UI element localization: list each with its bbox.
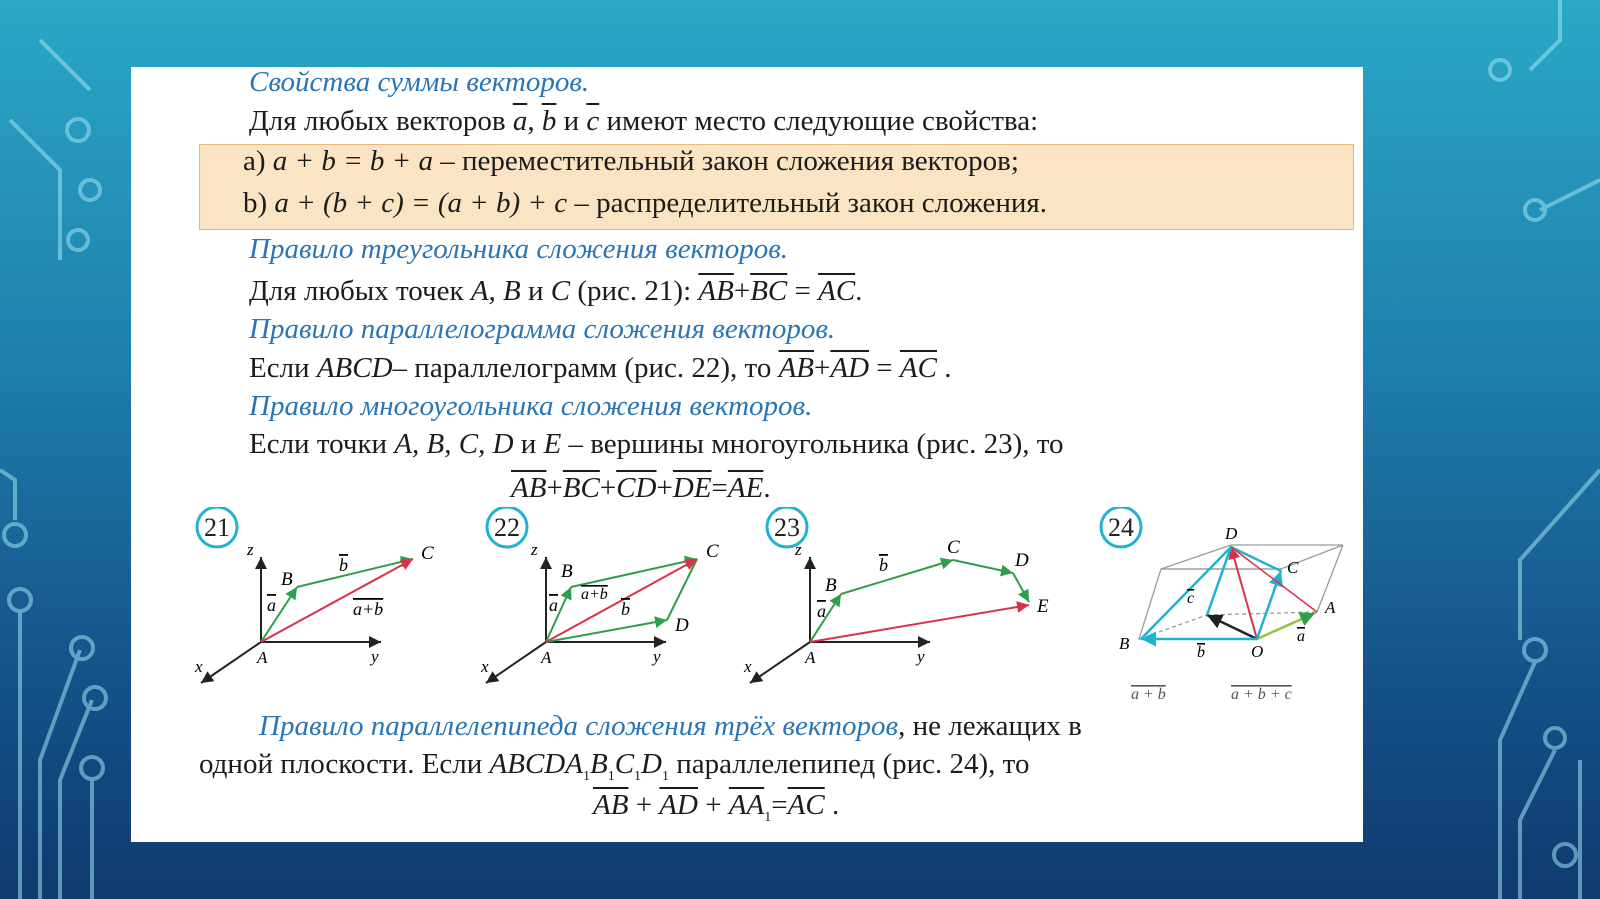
sub-1: 1 — [582, 768, 590, 784]
parallelogram-rule-line — [249, 352, 951, 385]
label-vec-b: b — [339, 555, 348, 575]
heading-polygon-rule: Правило многоугольника сложения векторов. — [249, 390, 813, 422]
label-C: C — [706, 541, 719, 562]
label-B: B — [281, 569, 293, 590]
label-vec-c: c — [1187, 590, 1195, 607]
label-A: A — [541, 648, 552, 667]
x-axis — [750, 642, 810, 683]
heading-vector-sum-properties: Свойства суммы векторов. — [249, 66, 590, 98]
figure-22 — [481, 507, 751, 697]
figure-ref-21: (рис. 21): — [577, 275, 692, 307]
plus: + — [635, 789, 653, 821]
period: . — [763, 472, 771, 504]
label-D: D — [1225, 524, 1238, 543]
label-A: A — [1325, 598, 1336, 617]
label-x: x — [195, 657, 203, 676]
label-z: z — [247, 540, 254, 559]
vector-ac: $\overline{AC}$ — [899, 352, 937, 384]
label-y: y — [917, 647, 925, 666]
polygon-points: A, B, C, D — [394, 428, 514, 460]
vector-ae-arrow — [810, 605, 1029, 642]
equals: = — [711, 472, 728, 504]
figure-number: 22 — [494, 513, 520, 542]
property-a — [243, 145, 1019, 178]
label-O: O — [1251, 642, 1264, 661]
label-vec-a: a — [549, 595, 558, 615]
label-B: B — [561, 561, 573, 582]
vector-ab: $\overline{AB}$ — [698, 275, 734, 307]
intro-text-2: имеют место следующие свойства: — [606, 105, 1039, 137]
and-word: и — [563, 105, 580, 137]
label-vec-a: a — [267, 595, 276, 615]
sub-1: 1 — [634, 768, 642, 784]
plus: + — [656, 472, 673, 504]
sub-1: 1 — [764, 809, 772, 825]
comma: , — [527, 105, 535, 137]
polygon-formula — [511, 472, 771, 505]
label-D: D — [675, 615, 689, 636]
point-e: E — [543, 428, 562, 460]
vector-bc: $\overline{BC}$ — [562, 472, 600, 504]
label-z: z — [531, 540, 538, 559]
label-vec-b: b — [621, 599, 630, 619]
x-axis — [201, 642, 261, 683]
label-vec-b: b — [879, 555, 888, 575]
figure-number: 23 — [774, 513, 800, 542]
figure-number: 24 — [1108, 513, 1134, 542]
vector-a: $\overline{a}$ — [512, 105, 528, 137]
equals: = — [794, 275, 811, 307]
label-B: B — [1119, 634, 1130, 653]
label-z: z — [795, 540, 802, 559]
plus: + — [599, 472, 617, 504]
property-b-formula: a + (b + c) = (a + b) + c — [274, 187, 568, 219]
edge-bc — [571, 559, 697, 587]
solid-name: ABCDA — [489, 748, 583, 780]
edge-vertical — [1207, 547, 1231, 615]
intro-line — [249, 105, 1038, 138]
period: . — [831, 789, 840, 821]
figure-number: 21 — [204, 513, 230, 542]
label-x: x — [744, 657, 752, 676]
parallelepiped-formula — [593, 789, 839, 826]
vector-c-arrow — [1207, 615, 1257, 639]
equals: = — [771, 789, 788, 821]
vector-bc: $\overline{BC}$ — [750, 275, 788, 307]
vector-c: $\overline{c}$ — [586, 105, 600, 137]
label-vec-a: a — [817, 601, 826, 621]
equals: = — [876, 352, 893, 384]
point-c: C — [550, 275, 571, 307]
plus: + — [814, 352, 831, 384]
and-word: и — [528, 275, 544, 307]
polygon-rule-line — [249, 428, 1064, 461]
vector-cd: $\overline{CD}$ — [616, 472, 657, 504]
slide-content — [131, 67, 1363, 842]
vector-de-arrow — [1013, 573, 1029, 602]
heading-triangle-rule: Правило треугольника сложения векторов. — [249, 233, 789, 265]
abcd: ABCD — [316, 352, 393, 384]
x-axis — [486, 642, 546, 683]
vector-aa1: $\overline{AA}$ — [728, 789, 765, 821]
parallelepiped-text-2: одной плоскости. Если — [199, 748, 483, 780]
label-A: A — [257, 648, 268, 667]
label-vec-ab: a + b — [1131, 686, 1166, 703]
vertex-d1: D — [641, 748, 662, 780]
vector-ab: $\overline{AB}$ — [511, 472, 547, 504]
parallelepiped-rule-line-1 — [259, 710, 1082, 743]
vector-b: $\overline{b}$ — [541, 105, 557, 137]
period: . — [944, 352, 952, 384]
polygon-text-1: Если точки — [249, 428, 388, 460]
label-E: E — [1037, 596, 1049, 617]
property-b — [243, 187, 1047, 220]
parallelepiped-text-3: параллелепипед (рис. 24), то — [676, 748, 1030, 780]
label-y: y — [653, 647, 661, 666]
intro-text-1: Для любых векторов — [249, 105, 506, 137]
plus: + — [733, 275, 751, 307]
figure-23 — [741, 507, 1081, 697]
label-D: D — [1015, 550, 1029, 571]
sub-1: 1 — [661, 768, 669, 784]
label-C: C — [421, 543, 434, 564]
vector-diagonal-arrow — [1231, 547, 1257, 639]
parallelepiped-text-1: , не лежащих в — [898, 710, 1082, 742]
triangle-text: Для любых точек — [249, 275, 464, 307]
label-C: C — [947, 537, 960, 558]
parallelepiped-edges — [1139, 545, 1343, 639]
property-a-text: – переместительный закон сложения векторов; — [440, 145, 1019, 177]
property-a-label: a) — [243, 145, 266, 177]
vector-ac: $\overline{AC}$ — [787, 789, 825, 821]
and-word: и — [520, 428, 537, 460]
sub-1: 1 — [607, 768, 615, 784]
triangle-rule-line — [249, 275, 862, 308]
plus: + — [546, 472, 563, 504]
property-b-label: b) — [243, 187, 268, 219]
figure-24 — [1071, 507, 1371, 712]
label-B: B — [825, 575, 837, 596]
vertex-b1: B — [589, 748, 608, 780]
label-y: y — [371, 647, 379, 666]
parallelogram-text: – параллелограмм (рис. 22), то — [392, 352, 772, 384]
vector-ac: $\overline{AC}$ — [818, 275, 856, 307]
vector-ab: $\overline{AB}$ — [778, 352, 815, 384]
plus: + — [705, 789, 722, 821]
label-vec-sum: a+b — [581, 586, 608, 603]
label-C: C — [1287, 558, 1299, 577]
if-word: Если — [249, 352, 310, 384]
polygon-text-2: – вершины многоугольника (рис. 23), то — [568, 428, 1064, 460]
vector-cd-arrow — [953, 560, 1013, 573]
figure-21 — [191, 507, 451, 697]
vector-ab: $\overline{AB}$ — [593, 789, 629, 821]
vector-bc-arrow — [841, 560, 953, 594]
label-vec-a: a — [1297, 628, 1305, 645]
edge-dc — [1231, 547, 1281, 571]
vector-de: $\overline{DE}$ — [672, 472, 712, 504]
edge-diagonal — [1231, 547, 1317, 612]
vector-ad: $\overline{AD}$ — [830, 352, 870, 384]
property-b-text: – распределительный закон сложения. — [574, 187, 1048, 219]
heading-parallelepiped-rule: Правило параллелепипеда сложения трёх векторов — [259, 710, 899, 742]
period: . — [855, 275, 863, 307]
property-a-formula: a + b = b + a — [272, 145, 433, 177]
label-A: A — [805, 648, 816, 667]
vector-ad: $\overline{AD}$ — [659, 789, 698, 821]
label-vec-sum: a+b — [353, 599, 384, 619]
vector-ae: $\overline{AE}$ — [727, 472, 764, 504]
parallelepiped-rule-line-2 — [199, 748, 1029, 785]
label-vec-abc: a + b + c — [1231, 686, 1292, 703]
vertex-c1: C — [614, 748, 635, 780]
vector-b-arrow — [297, 559, 413, 587]
triangle-points: A, B — [470, 275, 521, 307]
label-vec-b: b — [1197, 644, 1205, 661]
heading-parallelogram-rule: Правило параллелограмма сложения векторов. — [249, 313, 836, 345]
label-x: x — [481, 657, 489, 676]
